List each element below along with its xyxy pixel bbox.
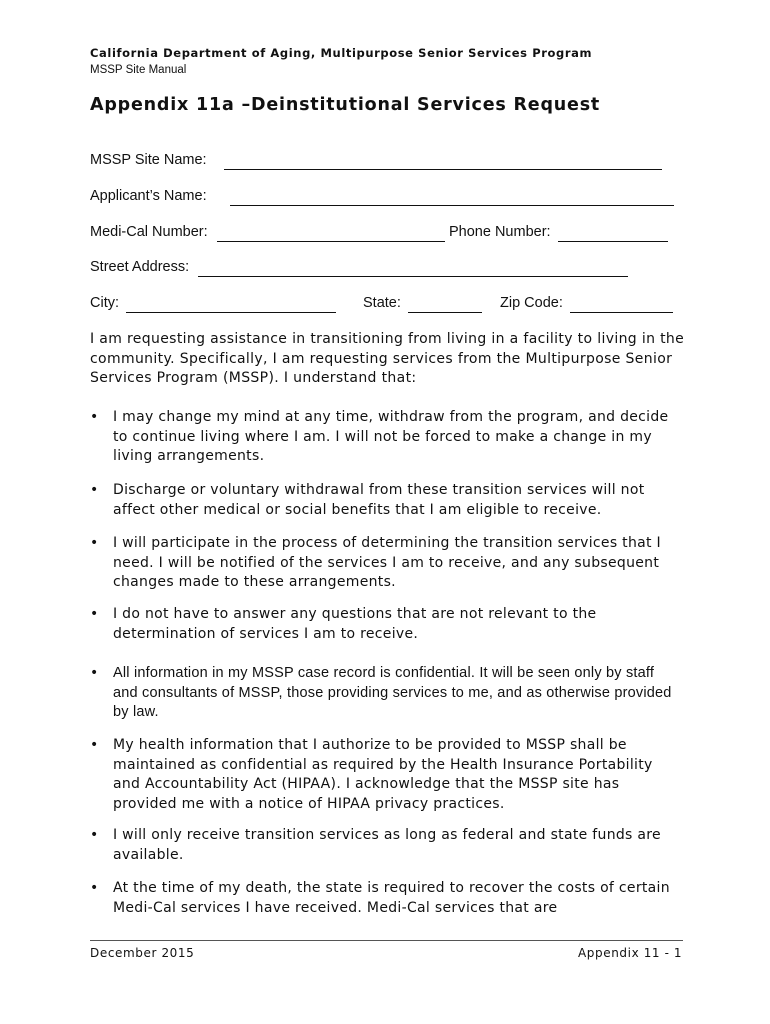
bullet-icon: •	[90, 535, 99, 551]
city-field[interactable]	[126, 312, 336, 313]
footer-date: December 2015	[90, 946, 195, 960]
medi-cal-phone-row	[90, 224, 690, 244]
list-item-text: I do not have to answer any questions that are not relevant to the determination of services I am to receive.	[113, 606, 597, 642]
bullet-icon: •	[90, 409, 99, 425]
intro-paragraph: I am requesting assistance in transitioning from living in a facility to living in the community. Specifically, I am requesting services from the Multipurpose Senior Services Program (MSSP). I understand that:	[90, 331, 685, 386]
medi-cal-number-field[interactable]	[217, 241, 445, 242]
list-item-text: I may change my mind at any time, withdraw from the program, and decide to continue living where I am. I will not be forced to make a change in my living arrangements.	[113, 409, 669, 464]
bullet-icon: •	[90, 827, 99, 843]
phone-number-label: Phone Number:	[449, 224, 551, 240]
site-name-row	[90, 152, 690, 172]
bullet-icon: •	[90, 665, 99, 681]
list-item-text: Discharge or voluntary withdrawal from these transition services will not affect other medical or social benefits that I am eligible to receive.	[113, 482, 645, 518]
list-item-text: My health information that I authorize to be provided to MSSP shall be maintained as confidential as required by the Health Insurance Portability and Accountability Act (HIPAA). I acknowledge that the MSSP site has provided me with a notice of HIPAA privacy practices.	[113, 737, 653, 812]
list-item-text: I will participate in the process of determining the transition services that I need. I will be notified of the services I am to receive, and any subsequent changes made to these arrangements.	[113, 535, 661, 590]
street-address-row	[90, 259, 690, 279]
zip-code-field[interactable]	[570, 312, 673, 313]
footer-divider	[90, 940, 683, 941]
applicant-name-field[interactable]	[230, 205, 674, 206]
medi-cal-number-label: Medi-Cal Number:	[90, 224, 208, 240]
list-item-text: I will only receive transition services as long as federal and state funds are available.	[113, 827, 661, 863]
site-name-field[interactable]	[224, 169, 662, 170]
list-item-text: At the time of my death, the state is required to recover the costs of certain Medi-Cal services I have received. Medi-Cal services that are	[113, 880, 670, 916]
zip-code-label: Zip Code:	[500, 295, 563, 311]
manual-name: MSSP Site Manual	[90, 64, 187, 76]
city-label: City:	[90, 295, 119, 311]
organization-header: California Department of Aging, Multipurpose Senior Services Program	[90, 46, 593, 60]
applicant-name-row	[90, 188, 690, 208]
bullet-icon: •	[90, 880, 99, 896]
street-address-label: Street Address:	[90, 259, 190, 275]
bullet-icon: •	[90, 482, 99, 498]
site-name-label: MSSP Site Name:	[90, 152, 207, 168]
state-field[interactable]	[408, 312, 482, 313]
footer-page-number: Appendix 11 - 1	[578, 946, 683, 960]
street-address-field[interactable]	[198, 276, 628, 277]
phone-number-field[interactable]	[558, 241, 668, 242]
state-label: State:	[363, 295, 401, 311]
bullet-icon: •	[90, 737, 99, 753]
list-item-text: All information in my MSSP case record is confidential. It will be seen only by staff and consultants of MSSP, those providing services to me, and as otherwise provided by law.	[113, 665, 672, 720]
bullet-icon: •	[90, 606, 99, 622]
city-state-zip-row	[90, 295, 690, 315]
page-title: Appendix 11a –Deinstitutional Services Request	[90, 95, 601, 115]
applicant-name-label: Applicant’s Name:	[90, 188, 207, 204]
